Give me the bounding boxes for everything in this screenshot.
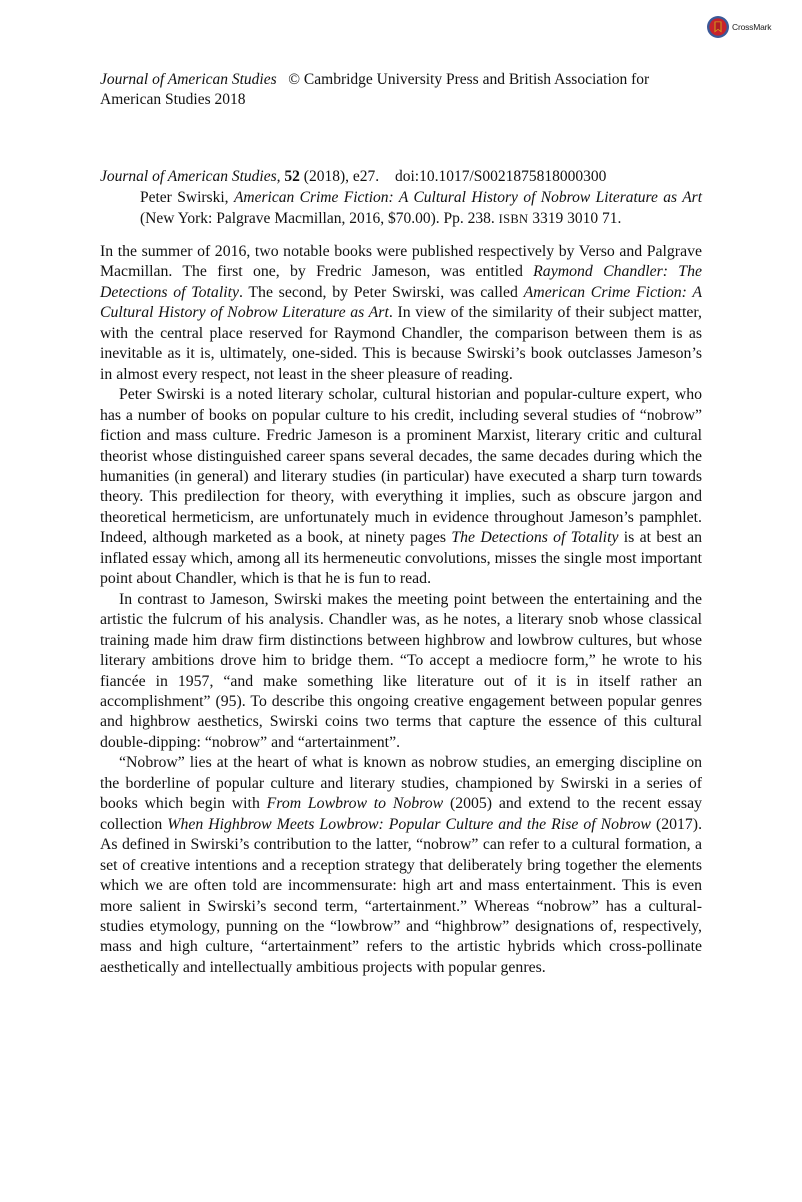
paragraph-text: In the summer of 2016, two notable books were published respectively by Verso and Palgrave Macmillan. The first one, by Fredric Jameson, was entitled bbox=[100, 243, 702, 281]
citation-year: (2018), e27. bbox=[303, 168, 380, 185]
body-paragraph bbox=[100, 753, 702, 978]
body-paragraph bbox=[100, 242, 702, 385]
body-paragraph bbox=[100, 385, 702, 590]
paragraph-text: (2017). As defined in Swirski’s contribution to the latter, “nobrow” can refer to a cultural formation, a set of creative intentions and a reception strategy that deliberately bring together the elements which we are often told are incommensurate: high art and mass entertainment. This is even more salient in Swirski’s second term, “artertainment.” Whereas “nobrow” has a cultural-studies etymology, punning on the “lowbrow” and “highbrow” designations of, respectively, mass and high culture, “artertainment” refers to the artistic hybrids which cross-pollinate aesthetically and intellectually ambitious projects with popular genres. bbox=[100, 815, 703, 976]
paragraph-text: In contrast to Jameson, Swirski makes the meeting point between the entertaining and the artistic the fulcrum of his analysis. Chandler was, as he notes, a literary snob whose classical training made him draw firm distinctions between highbrow and lowbrow cultures, but whose literary ambitions drove him to bridge them. “To accept a mediocre form,” he wrote to his fiancée in 1957, “and make something like literature out of it is in itself rather an accomplishment” (95). To describe this ongoing creative engagement between popular genres and highbrow aesthetics, Swirski coins two terms that capture the essence of this cultural double-dipping: “nobrow” and “artertainment”. bbox=[100, 590, 702, 751]
crossmark-label: CrossMark bbox=[732, 22, 772, 32]
paragraph-text: is at best an inflated essay which, among all its hermeneutic convolutions, misses the single most important point about Chandler, which is that he is fun to read. bbox=[100, 529, 702, 588]
paragraph-text: (2005) and extend to the recent essay collection bbox=[100, 795, 702, 833]
paragraph-text: . In view of the similarity of their subject matter, with the central place reserved for Raymond Chandler, the comparison between them is as inevitable as it is, ultimately, one-sided. This is because Swirski’s book outclasses Jameson’s in almost every respect, not least in the sheer pleasure of reading. bbox=[100, 304, 702, 383]
citation-journal-name: Journal of American Studies, bbox=[100, 168, 281, 185]
paragraph-text: “Nobrow” lies at the heart of what is known as nobrow studies, an emerging discipline on the borderline of popular culture and literary studies, championed by Swirski in a series of books which begin with bbox=[100, 754, 702, 813]
crossmark-icon bbox=[706, 15, 730, 39]
body-paragraph bbox=[100, 590, 702, 754]
header-journal-name: Journal of American Studies bbox=[100, 71, 277, 88]
book-reference bbox=[100, 187, 702, 230]
citation-block bbox=[100, 166, 702, 230]
book-isbn: 3319 3010 71. bbox=[532, 210, 622, 227]
crossmark-badge[interactable] bbox=[706, 15, 771, 39]
italic-title: When Highbrow Meets Lowbrow: Popular Culture and the Rise of Nobrow bbox=[167, 815, 651, 833]
journal-header bbox=[100, 70, 700, 110]
italic-title: From Lowbrow to Nobrow bbox=[266, 795, 444, 813]
citation-doi[interactable]: doi:10.1017/S0021875818000300 bbox=[394, 168, 607, 185]
book-publication: (New York: Palgrave Macmillan, 2016, $70.00). Pp. 238. bbox=[140, 210, 495, 227]
italic-title: The Detections of Totality bbox=[451, 529, 619, 547]
paragraph-text: . The second, by Peter Swirski, was called bbox=[239, 283, 524, 301]
header-copyright: © Cambridge University Press and British Association for American Studies 2018 bbox=[100, 71, 650, 108]
paragraph-text: Peter Swirski is a noted literary scholar, cultural historian and popular-culture expert, who has a number of books on popular culture to his credit, including several studies of “nobrow” fiction and mass culture. Fredric Jameson is a prominent Marxist, literary critic and cultural theorist whose distinguished career spans several decades, the same decades during which the humanities (in general) and literary studies (in particular) have executed a sharp turn towards theory. This predilection for theory, with everything it implies, such as obscure jargon and theoretical hermeticism, are unfortunately much in evidence throughout Jameson’s pamphlet. Indeed, although marketed as a book, at ninety pages bbox=[100, 386, 702, 547]
italic-title: American Crime Fiction: A Cultural History of Nobrow Literature as Art bbox=[100, 283, 702, 322]
isbn-label: ISBN bbox=[498, 212, 529, 226]
italic-title: Raymond Chandler: The Detections of Totality bbox=[100, 263, 703, 301]
book-author: Peter Swirski, bbox=[140, 189, 229, 206]
review-body bbox=[100, 242, 702, 978]
citation-volume: 52 bbox=[284, 168, 300, 185]
citation-line bbox=[100, 166, 702, 187]
book-title: American Crime Fiction: A Cultural History of Nobrow Literature as Art bbox=[233, 189, 703, 206]
